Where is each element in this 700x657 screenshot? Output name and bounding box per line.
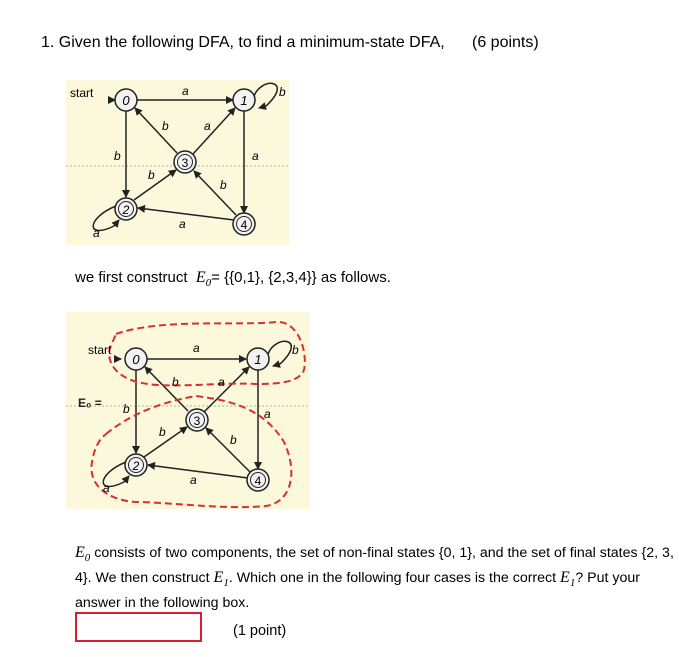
svg-text:1: 1	[240, 93, 248, 108]
state-4	[233, 213, 255, 235]
svg-text:1: 1	[254, 352, 262, 367]
svg-text:0: 0	[132, 352, 140, 367]
dfa-figure	[66, 80, 289, 245]
partition-diagram	[66, 312, 310, 509]
edge-3-0	[135, 108, 177, 153]
label-3-1: a	[218, 375, 225, 389]
edge-3-1	[204, 367, 249, 412]
svg-text:2: 2	[132, 459, 140, 473]
svg-text:2: 2	[122, 203, 130, 217]
state-2	[115, 198, 137, 220]
state-3	[186, 409, 208, 431]
label-1-4: a	[264, 407, 271, 421]
e1-symbol-2: E	[560, 568, 570, 586]
question-points: (6 points)	[472, 34, 539, 51]
svg-text:4: 4	[254, 474, 262, 488]
e0-subscript: 0	[205, 277, 212, 289]
edge-3-0	[145, 367, 188, 411]
construction-line	[75, 269, 391, 289]
state-4	[247, 469, 269, 491]
partition-figure	[66, 312, 310, 509]
label-0-2: b	[123, 402, 130, 416]
label-3-0: b	[162, 119, 169, 133]
label-4-2: a	[179, 217, 186, 231]
e1-symbol: E	[213, 568, 224, 586]
e0-symbol: E	[75, 544, 85, 561]
label-4-2: a	[190, 473, 197, 487]
state-2	[125, 454, 147, 476]
state-1	[233, 89, 255, 111]
e1-subscript: 1	[223, 576, 229, 589]
edge-3-1	[193, 108, 235, 154]
answer-points: (1 point)	[233, 623, 287, 639]
edge-4-3	[206, 428, 250, 472]
e0-subscript: 0	[84, 551, 91, 564]
label-2-3: b	[159, 425, 166, 439]
label-1-loop: b	[279, 85, 286, 99]
state-3	[174, 151, 196, 173]
svg-text:4: 4	[240, 218, 248, 232]
state-1	[247, 348, 269, 370]
dfa-diagram	[66, 80, 289, 245]
edge-4-2	[148, 465, 248, 478]
label-0-1: a	[182, 84, 189, 98]
label-2-loop: a	[103, 481, 110, 495]
start-label: start	[70, 86, 94, 100]
construction-equation: = {{0,1}, {2,3,4}} as follows.	[211, 269, 391, 286]
label-0-2: b	[114, 149, 121, 163]
state-0	[125, 348, 147, 370]
description-paragraph	[75, 543, 675, 613]
construction-prefix: we first construct	[75, 269, 188, 286]
label-3-0: b	[172, 375, 179, 389]
label-3-1: a	[204, 119, 211, 133]
edge-4-3	[194, 171, 236, 215]
label-1-4: a	[252, 149, 259, 163]
description-part2: . Which one in the following four cases is the correct	[228, 569, 561, 586]
label-4-3: b	[230, 433, 237, 447]
description-part3: ? Put your answer in the following box.	[75, 569, 640, 611]
question-title: 1. Given the following DFA, to find a minimum-state DFA,	[41, 34, 445, 51]
loop-1	[254, 83, 277, 108]
svg-text:0: 0	[122, 93, 130, 108]
e0-label: E₀ =	[78, 396, 102, 410]
svg-text:3: 3	[193, 414, 201, 428]
e1-subscript-2: 1	[569, 576, 576, 589]
svg-text:3: 3	[181, 156, 189, 170]
e0-symbol: E	[195, 269, 206, 286]
label-2-loop: a	[93, 226, 100, 240]
description-part1: consists of two components, the set of non-final states {0, 1}, and the set of final states {2, 3, 4}. We then construct	[75, 545, 674, 586]
label-0-1: a	[193, 341, 200, 355]
loop-1	[268, 341, 291, 366]
answer-input[interactable]	[75, 612, 202, 642]
state-0	[115, 89, 137, 111]
label-1-loop: b	[292, 343, 299, 357]
label-2-3: b	[148, 168, 155, 182]
label-4-3: b	[220, 178, 227, 192]
start-label: start	[88, 343, 112, 357]
edge-2-3	[134, 170, 176, 200]
edge-4-2	[138, 208, 234, 220]
